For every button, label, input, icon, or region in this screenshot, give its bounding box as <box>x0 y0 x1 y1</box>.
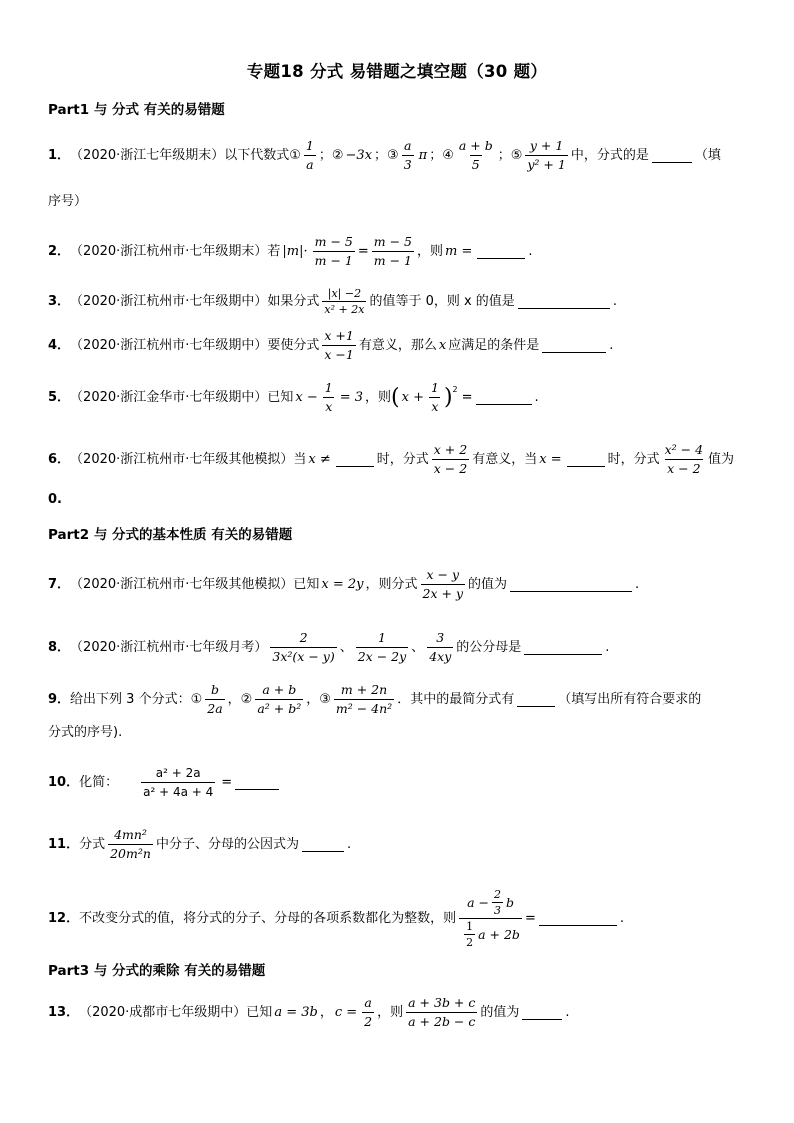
text: 有意义，那么 <box>358 337 437 353</box>
answer-blank[interactable] <box>522 1005 562 1020</box>
question-source: （2020·浙江杭州市·七年级期中）如果分式 <box>70 293 320 309</box>
fraction: $\frac{\text{a² + 2a}}{\text{a² + 4a + 4}}$ <box>143 766 214 799</box>
text: ，③ <box>306 691 331 707</box>
answer-blank[interactable] <box>542 338 606 353</box>
fraction: $\frac{\text{x² − 4}}{x - 2}$ <box>664 442 704 476</box>
text: ， <box>319 1004 333 1020</box>
fraction: $\frac{1}{a}$ <box>305 138 314 172</box>
text: 的值等于 0，则 x 的值是 <box>369 293 515 309</box>
fraction: $\frac{\text{4mn²}}{\text{20m²n}}$ <box>110 827 151 861</box>
question-2 <box>48 234 754 269</box>
answer-blank[interactable] <box>476 390 532 405</box>
fraction: $\frac{x + 2}{x - 2}$ <box>433 442 468 476</box>
text: ，则 <box>377 1004 404 1020</box>
part-heading: Part2 与 分式的基本性质 有关的易错题 <box>48 527 293 543</box>
right-paren: ) <box>443 384 453 410</box>
question-number: 3． <box>48 293 71 309</box>
answer-blank[interactable] <box>510 577 632 592</box>
question-source: （2020·浙江杭州市·七年级期末）若 <box>70 243 281 259</box>
complex-numerator: a − $\frac{2}{3}$ b <box>467 888 514 917</box>
answer-blank[interactable] <box>235 775 279 790</box>
left-paren: ( <box>391 384 400 410</box>
text: . <box>605 639 610 655</box>
part-heading: Part1 与 分式 有关的易错题 <box>48 102 225 118</box>
text: ，② <box>227 691 253 707</box>
separator: 、 <box>411 639 425 655</box>
fraction: $\frac{m + 2n}{\text{m² − 4n²}}$ <box>335 682 393 716</box>
expression: x = <box>539 451 562 467</box>
expression: −3x <box>345 147 373 163</box>
expression: c = <box>334 1004 358 1020</box>
answer-blank[interactable] <box>539 911 617 926</box>
text: （填写出所有符合要求的 <box>558 691 702 707</box>
fraction: $\frac{x - y}{2x + y}$ <box>422 567 464 601</box>
text: 中分子、分母的公因式为 <box>155 836 299 852</box>
question-number: 1． <box>48 147 71 163</box>
question-number: 12． <box>48 910 80 926</box>
text: ；② <box>318 147 344 163</box>
fraction: $\frac{2}{\text{3x²(x − y)}}$ <box>272 630 335 664</box>
text: 的公分母是 <box>456 639 522 655</box>
exponent: 2 <box>452 385 458 394</box>
text: ．其中的最简分式有 <box>397 691 515 707</box>
question-4 <box>48 328 754 363</box>
question-source: （2020·浙江杭州市·七年级其他模拟）当 <box>70 451 307 467</box>
question-number: 8． <box>48 639 71 655</box>
question-3 <box>48 287 754 316</box>
question-12 <box>48 888 754 949</box>
text: 时，分式 <box>376 451 429 467</box>
answer-blank[interactable] <box>477 244 525 259</box>
question-continuation: 分式的序号). <box>48 725 123 740</box>
variable: x <box>438 337 447 353</box>
page-title: 专题18 分式 易错题之填空题（30 题） <box>246 62 548 81</box>
expression: x = 2y <box>321 576 364 592</box>
question-continuation: 0. <box>48 492 62 507</box>
text: 有意义，当 <box>472 451 538 467</box>
question-source: （2020·成都市七年级期中）已知 <box>79 1004 273 1020</box>
question-number: 9． <box>48 691 71 707</box>
text: . <box>619 910 624 926</box>
expression: |m|· <box>282 243 308 259</box>
complex-fraction <box>459 888 522 949</box>
text: ，则分式 <box>365 576 418 592</box>
equals-sign: = <box>357 243 369 259</box>
question-6 <box>48 442 754 477</box>
question-10 <box>48 765 754 800</box>
answer-blank[interactable] <box>524 640 602 655</box>
question-source: （2020·浙江金华市·七年级期中）已知 <box>70 389 294 405</box>
question-source: （2020·浙江七年级期末）以下代数式① <box>70 147 301 163</box>
question-source: 不改变分式的值，将分式的分子、分母的各项系数都化为整数，则 <box>79 910 457 926</box>
text: . <box>534 389 539 405</box>
fraction: $\frac{m - 5}{m - 1}$ <box>314 234 353 268</box>
fraction: $\frac{a + b}{\text{a² + b²}}$ <box>257 682 302 716</box>
text: . <box>609 337 614 353</box>
question-11 <box>48 827 754 862</box>
equals-sign: = <box>221 774 233 790</box>
fraction: $\frac{x +1}{x -1}$ <box>324 328 354 362</box>
fraction: $\frac{1}{2x - 2y}$ <box>357 630 407 664</box>
fraction: $\frac{1}{x}$ <box>324 380 333 414</box>
expression: x + <box>401 389 424 405</box>
expression: m = <box>445 243 473 259</box>
question-source: （2020·浙江杭州市·七年级其他模拟）已知 <box>70 576 320 592</box>
fraction: $\frac{a + b}{5}$ <box>458 138 493 172</box>
question-number: 6． <box>48 451 71 467</box>
answer-blank[interactable] <box>302 837 344 852</box>
expression: = 3 <box>339 389 364 405</box>
question-continuation: 序号） <box>48 194 88 209</box>
answer-blank[interactable] <box>567 452 605 467</box>
text: 时，分式 <box>607 451 660 467</box>
fraction: $\frac{|x| -2}{\text{x² + 2x}}$ <box>324 287 365 316</box>
question-number: 11． <box>48 836 80 852</box>
question-number: 5． <box>48 389 71 405</box>
question-13 <box>48 995 754 1030</box>
text: 应满足的条件是 <box>448 337 540 353</box>
fraction: $\frac{a + 3b + c}{a + 2b - c}$ <box>408 995 476 1029</box>
question-8 <box>48 630 754 665</box>
equals-sign: = <box>461 389 473 405</box>
question-7 <box>48 567 754 602</box>
question-number: 13． <box>48 1004 80 1020</box>
fraction: $\frac{a}{3}$ <box>403 138 412 172</box>
question-number: 10． <box>48 774 80 790</box>
part-heading: Part3 与 分式的乘除 有关的易错题 <box>48 963 266 979</box>
question-number: 2． <box>48 243 71 259</box>
fraction: $\frac{b}{2a}$ <box>207 682 223 716</box>
text: ，则 <box>417 243 444 259</box>
text: ；⑤ <box>497 147 523 163</box>
answer-blank[interactable] <box>336 452 374 467</box>
question-1 <box>48 138 754 173</box>
text: 值为 <box>708 451 735 467</box>
complex-denominator: $\frac{1}{2}$ a + 2b <box>459 918 522 949</box>
expression: a = 3b <box>274 1004 318 1020</box>
question-source: 分式 <box>79 836 106 852</box>
fraction: $\frac{a}{2}$ <box>364 995 373 1029</box>
fraction: $\frac{m - 5}{m - 1}$ <box>373 234 413 268</box>
question-number: 4． <box>48 337 71 353</box>
expression: x − <box>295 389 318 405</box>
expression: π <box>418 147 428 163</box>
question-source: 给出下列 3 个分式：① <box>70 691 203 707</box>
answer-blank[interactable] <box>517 692 555 707</box>
question-source: （2020·浙江杭州市·七年级期中）要使分式 <box>70 337 320 353</box>
fraction: $\frac{y + 1}{\text{y² + 1}}$ <box>527 138 566 172</box>
text: . <box>565 1004 570 1020</box>
text: . <box>528 243 533 259</box>
text: 的值为 <box>480 1004 520 1020</box>
expression: x ≠ <box>308 451 331 467</box>
question-source: 化简： <box>79 774 119 790</box>
answer-blank[interactable] <box>652 148 692 163</box>
question-9 <box>48 682 754 717</box>
text: ；③ <box>374 147 399 163</box>
separator: 、 <box>339 639 353 655</box>
text: ，则 <box>365 389 392 405</box>
question-source: （2020·浙江杭州市·七年级月考） <box>70 639 268 655</box>
text: . <box>346 836 352 852</box>
text: ；④ <box>429 147 454 163</box>
text: （填 <box>694 147 721 163</box>
answer-blank[interactable] <box>518 294 610 309</box>
text: . <box>635 576 640 592</box>
text: 中，分式的是 <box>570 147 649 163</box>
text: 的值为 <box>468 576 508 592</box>
fraction: $\frac{1}{x}$ <box>430 380 439 414</box>
question-5 <box>48 380 754 415</box>
question-number: 7． <box>48 576 71 592</box>
text: . <box>612 293 617 309</box>
fraction: $\frac{3}{4xy}$ <box>429 630 452 664</box>
equals-sign: = <box>524 910 536 926</box>
